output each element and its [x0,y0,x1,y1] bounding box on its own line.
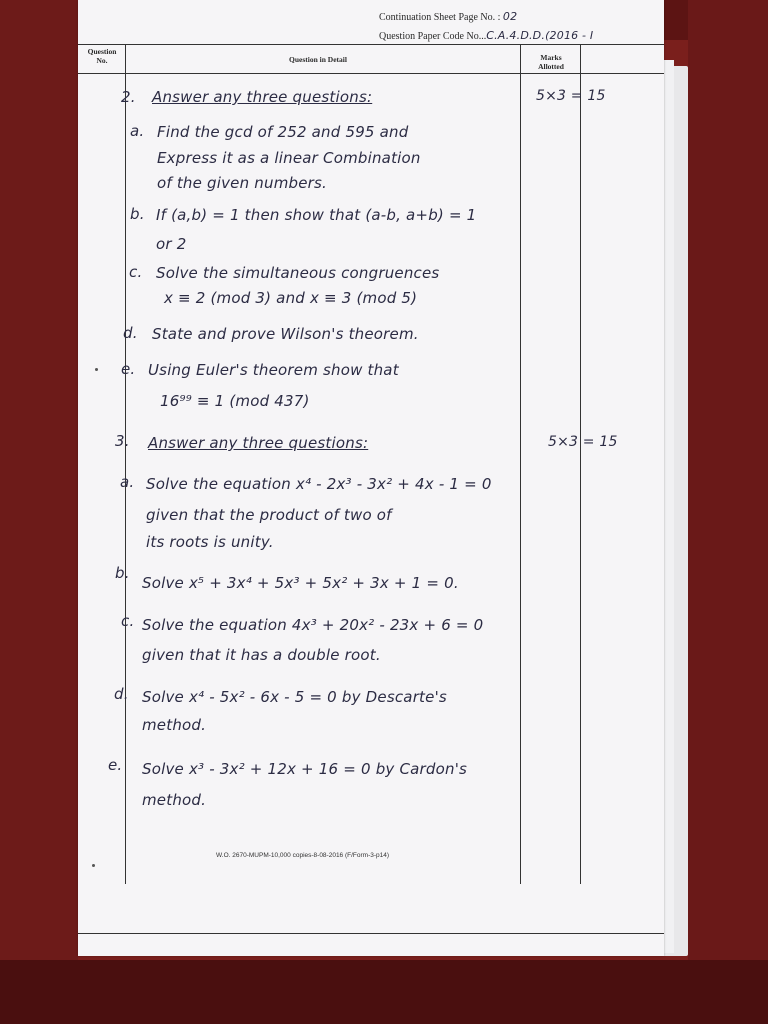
table-bottom-border [78,933,664,934]
print-footer: W.O. 2670-MUPM-10,000 copies-8-08-2016 (F/Form-3-p14) [216,852,390,859]
table-top-border [78,44,664,45]
question-2b-line-1: If (a,b) = 1 then show that (a-b, a+b) = 1 [156,206,477,224]
question-3c-line-2: given that it has a double root. [142,646,381,664]
question-3c-label: c. [121,612,135,630]
question-3b-label: b. [115,564,130,582]
section-3-number: 3. [115,432,130,450]
question-2a-line-2: Express it as a linear Combination [157,149,421,167]
question-3e-line-1: Solve x³ - 3x² + 12x + 16 = 0 by Cardon's [142,760,468,778]
section-3-marks: 5×3 = 15 [548,434,618,450]
continuation-sheet-line [379,10,517,23]
paper-code-extra: (2016 - I [545,29,594,42]
question-3b-line-1: Solve x⁵ + 3x⁴ + 5x³ + 5x² + 3x + 1 = 0. [142,574,459,592]
header-question-no: Question No. [87,47,117,65]
background-right [688,0,768,1024]
question-3d-line-2: method. [142,716,207,734]
header-question-detail: Question in Detail [289,55,347,64]
table-header-border [78,73,664,74]
paper-code-value: C.A.4.D.D. [486,29,546,42]
question-2b-label: b. [130,205,145,223]
question-2c-line-2: x ≡ 2 (mod 3) and x ≡ 3 (mod 5) [164,289,418,307]
question-2c-line-1: Solve the simultaneous congruences [156,264,440,282]
question-3a-line-2: given that the product of two of [146,506,392,524]
background-left [0,0,78,1024]
background-bottom [0,960,768,1024]
margin-dot [95,368,98,371]
paper-code-label: Question Paper Code No... [379,31,487,42]
answer-sheet [78,0,664,956]
table-col-divider-3 [580,44,581,884]
question-2b-line-2: or 2 [156,235,187,253]
section-3-title: Answer any three questions: [148,434,369,452]
question-2e-line-1: Using Euler's theorem show that [148,361,399,379]
question-3e-line-2: method. [142,791,207,809]
question-3a-line-3: its roots is unity. [146,533,274,551]
header-marks-allotted: Marks Allotted [538,53,564,71]
section-2-marks: 5×3 = 15 [536,88,606,104]
question-3e-label: e. [108,756,123,774]
question-2c-label: c. [129,263,143,281]
question-3d-line-1: Solve x⁴ - 5x² - 6x - 5 = 0 by Descarte's [142,688,447,706]
margin-dot [92,864,95,867]
question-3d-label: d. [114,685,129,703]
section-2-number: 2. [121,88,136,106]
table-col-divider-1 [125,44,126,884]
question-3a-label: a. [120,473,135,491]
question-3a-line-1: Solve the equation x⁴ - 2x³ - 3x² + 4x - 1 = 0 [146,475,492,493]
continuation-label: Continuation Sheet Page No. : [379,12,501,23]
question-3c-line-1: Solve the equation 4x³ + 20x² - 23x + 6 = 0 [142,616,484,634]
question-2e-line-2: 16⁹⁹ ≡ 1 (mod 437) [160,392,310,410]
table-col-divider-2 [520,44,521,884]
question-2d-line-1: State and prove Wilson's theorem. [152,325,419,343]
section-2-title: Answer any three questions: [152,88,373,106]
question-2a-label: a. [130,122,145,140]
question-2d-label: d. [123,324,138,342]
question-2a-line-3: of the given numbers. [157,174,328,192]
paper-code-line [379,29,593,42]
continuation-value: 02 [502,10,518,23]
question-2a-line-1: Find the gcd of 252 and 595 and [157,123,409,141]
question-2e-label: e. [121,360,136,378]
